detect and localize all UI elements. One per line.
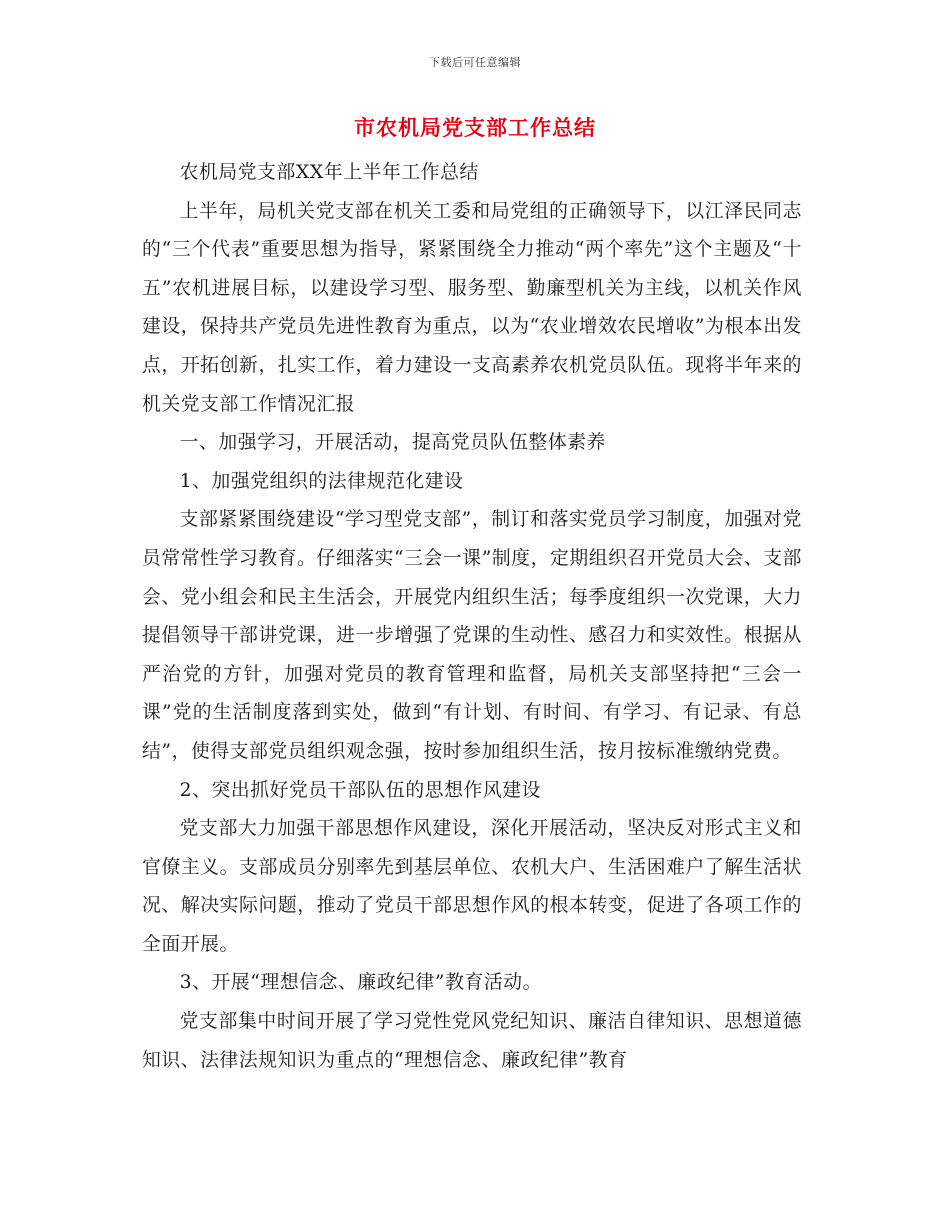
page-header-note: 下载后可任意编辑	[429, 56, 521, 69]
subsection-heading-2: 2、突出抓好党员干部队伍的思想作风建设	[179, 779, 542, 801]
subsection-heading-3: 3、开展“理想信念、廉政纪律”教育活动。	[179, 972, 543, 994]
section-heading-1: 一、加强学习，开展活动，提高党员队伍整体素养	[179, 432, 606, 454]
paragraph-intro: 上半年，局机关党支部在机关工委和局党组的正确领导下，以江泽民同志的“三个代表”重要思想为指导，紧紧围绕全力推动“两个率先”这个主题及“十五”农机进展目标，以建设学习型、服务型、勤廉型机关为主线，以机关作风建设，保持共产党员先进性教育为重点，以为“农业增效农民增收”为根本出发点，开拓创新，扎实工作，着力建设一支高素养农机党员队伍。现将半年来的机关党支部工作情况汇报	[142, 200, 802, 415]
paragraph-body: 党支部集中时间开展了学习党性党风党纪知识、廉洁自律知识、思想道德知识、法律法规知识为重点的“理想信念、廉政纪律”教育	[142, 1011, 802, 1071]
document-title: 市农机局党支部工作总结	[354, 115, 596, 140]
subsection-heading-1: 1、加强党组织的法律规范化建设	[179, 470, 464, 492]
paragraph-body: 党支部大力加强干部思想作风建设，深化开展活动，坚决反对形式主义和官僚主义。支部成员分别率先到基层单位、农机大户、生活困难户了解生活状况、解决实际问题，推动了党员干部思想作风的根本转变，促进了各项工作的全面开展。	[142, 818, 802, 955]
document-body	[142, 154, 802, 1080]
paragraph-subtitle: 农机局党支部XX年上半年工作总结	[179, 162, 479, 183]
paragraph-body: 支部紧紧围绕建设“学习型党支部”，制订和落实党员学习制度，加强对党员常常性学习教育。仔细落实“三会一课”制度，定期组织召开党员大会、支部会、党小组会和民主生活会，开展党内组织生活；每季度组织一次党课，大力提倡领导干部讲党课，进一步增强了党课的生动性、感召力和实效性。根据从严治党的方针，加强对党员的教育管理和监督，局机关支部坚持把“三会一课”党的生活制度落到实处，做到“有计划、有时间、有学习、有记录、有总结”，使得支部党员组织观念强，按时参加组织生活，按月按标准缴纳党费。	[142, 509, 802, 762]
